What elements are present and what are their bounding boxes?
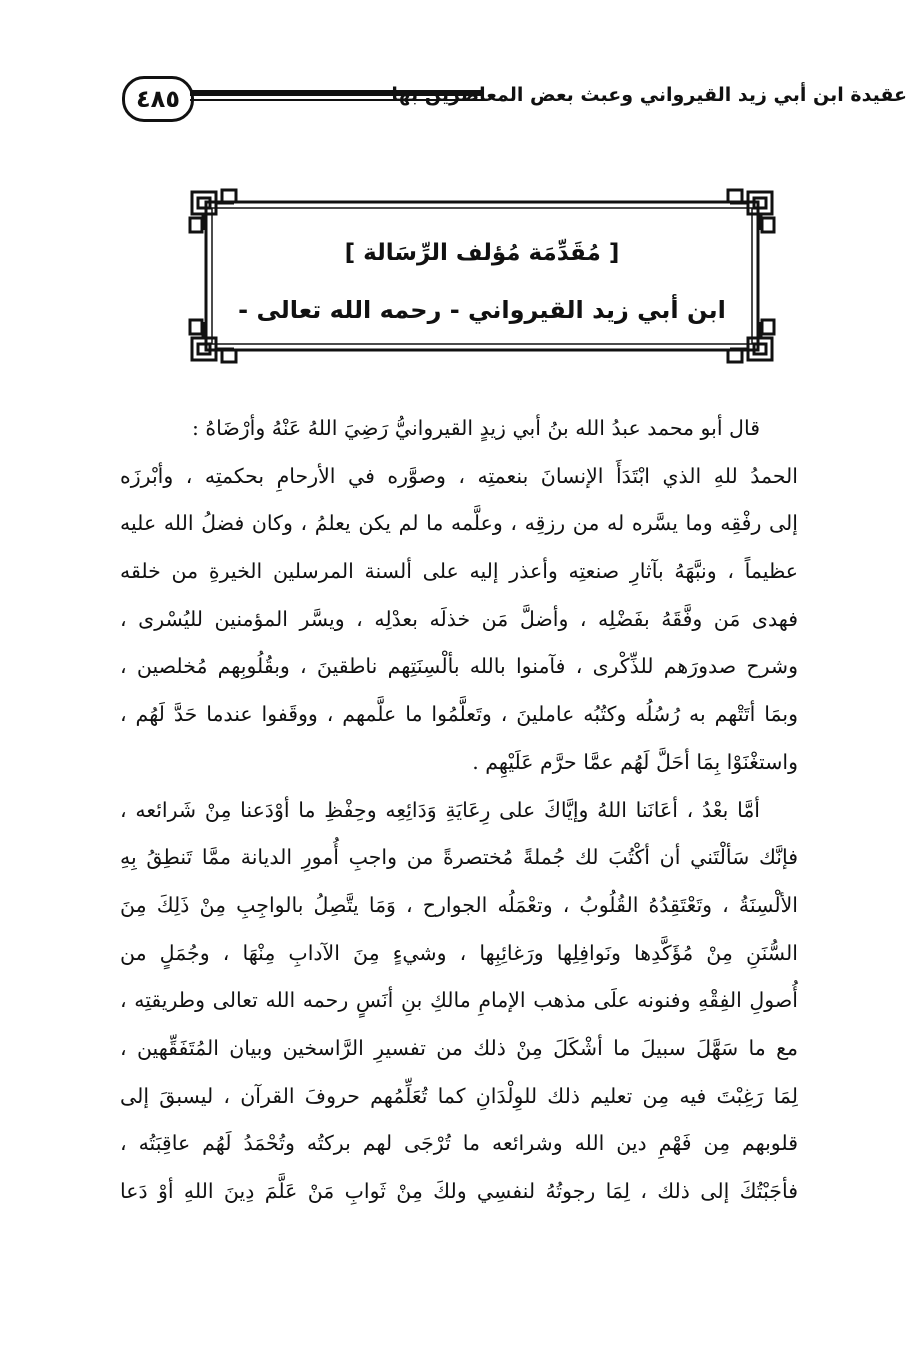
text-line: أُصولِ الفِقْهِ وفنونه علَى مذهب الإمامِ مالكِ بنِ أنَسٍ رحمه الله تعالى وطريقتِه ،: [120, 988, 798, 1013]
text-line: فهدى مَن وفَّقَهُ بفَضْلِه ، وأضلَّ مَن خذلَه بعدْلِه ، ويسَّر المؤمنين لليُسْرى ،: [120, 606, 798, 631]
text-line: الحمدُ للهِ الذي ابْتَدَأَ الإنسانَ بنعمتِه ، وصوَّره في الأرحامِ بحكمتِه ، وأبْرزَه: [120, 463, 798, 488]
title-author: ابن أبي زيد القيرواني - رحمه الله تعالى -: [238, 296, 726, 324]
text-line: وبمَا أتَتْهم به رُسُلُه وكتُبُه عاملينَ ، وتَعلَّمُوا ما علَّمهم ، ووقَفوا عندما حَدَّ لَهُم ،: [120, 702, 798, 727]
title-frame: [188, 188, 776, 364]
text-line: واستغْنَوْا بِمَا أحَلَّ لَهُم عمَّا حرَّم عَلَيْهِم .: [472, 749, 798, 774]
page-header: [0, 68, 923, 128]
text-line: وشرح صدورَهم للذِّكْرى ، فآمنوا بالله بألْسِنَتِهم ناطقينَ ، وبقُلُوبِهم مُخلصين ،: [120, 654, 798, 679]
text-line: الألْسِنَةُ ، وتَعْتَقِدُهُ القُلُوبُ ، وتعْمَلُه الجوارح ، وَمَا يتَّصِلُ بالواجِبِ مِنْ ذَلِكَ مِنَ: [120, 892, 798, 917]
text-line: مع ما سَهَّلَ سبيلَ ما أشْكَلَ مِنْ ذلك من تفسيرِ الرَّاسخين وبيان المُتَفَقِّهين ،: [120, 1035, 798, 1060]
title-heading: [ مُقَدِّمَة مُؤلف الرِّسَالة ]: [344, 240, 620, 266]
text-line: قلوبهم مِن فَهْمِ دين الله وشرائعه ما تُرْجَى لهم بركتُه وتُحْمَدُ لَهُم عاقِبَتُه ،: [120, 1131, 798, 1156]
text-line: السُّنَنِ مِنْ مُؤَكَّدِها ونَوافِلِها ورَغائِبِها ، وشيءٍ مِنَ الآدابِ مِنْهَا ، وجُمَلٍ من: [120, 940, 798, 965]
page-number: ٤٨٥: [122, 76, 194, 122]
text-line: فأجَبْتُكَ إلى ذلك ، لِمَا رجوتُهُ لنفسِي ولكَ مِنْ ثَوابِ مَنْ عَلَّمَ دِينَ اللهِ أوْ دَعا: [120, 1179, 798, 1203]
running-title: عقيدة ابن أبي زيد القيرواني وعبث بعض المعاصرين بها: [391, 84, 907, 106]
text-line: فإنَّك سَألْتَني أن أكْتُبَ لك جُملةً مُختصرةً من واجبِ أُمورِ الديانة ممَّا تَنطِقُ بِهِ: [120, 845, 798, 870]
text-line: أمَّا بعْدُ ، أعَانَنا اللهُ وإيَّاكَ على رِعَايَةِ وَدَائِعِه وحِفْظِ ما أوْدَعنا مِنْ شَرائعه ،: [120, 797, 760, 822]
ornamental-frame-icon: [188, 188, 776, 364]
text-line: عظيماً ، ونبَّهَهُ بآثارِ صنعتِه وأعذر إليه على ألسنة المرسلين الخيرةِ من خلقه: [120, 559, 798, 584]
text-line: قال أبو محمد عبدُ الله بنُ أبي زيدٍ القيروانيُّ رَضِيَ اللهُ عَنْهُ وأرْضَاهُ :: [191, 416, 760, 440]
text-line: لِمَا رَغِبْتَ فيه مِن تعليم ذلك للوِلْدَانِ كما تُعَلِّمُهم حروفَ القرآن ، ليسبقَ إلى: [120, 1083, 798, 1108]
text-line: إلى رفْقِه وما يسَّره له من رزقِه ، وعلَّمه ما لم يكن يعلمُ ، وكان فضلُ الله عليه: [120, 511, 798, 536]
body-text: [120, 405, 798, 1216]
